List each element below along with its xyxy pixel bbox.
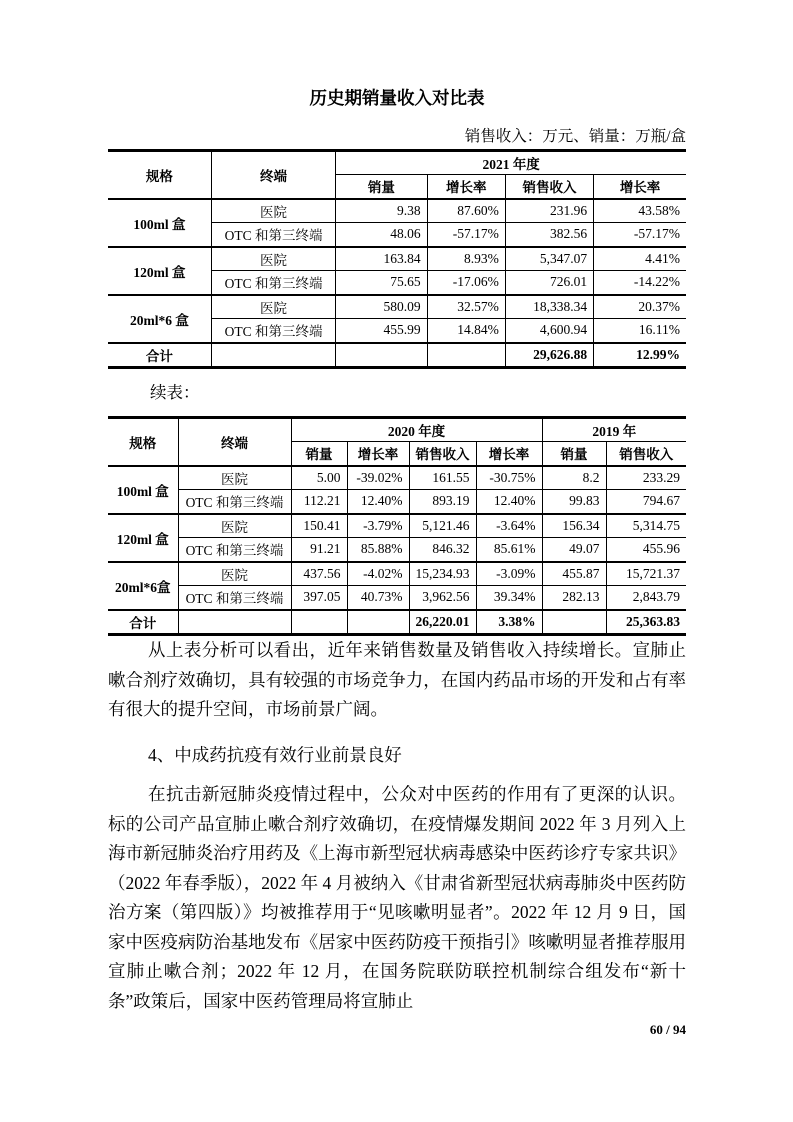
value-cell: 49.07 [542, 538, 606, 562]
table-header-row [108, 151, 686, 175]
value-cell: 87.60% [427, 199, 505, 223]
value-cell: 2,843.79 [606, 586, 686, 610]
header-cell-year-2020: 2020 年度 [291, 418, 542, 442]
table-row [108, 295, 686, 319]
page-title: 历史期销量收入对比表 [309, 88, 485, 108]
value-cell: 48.06 [336, 223, 427, 247]
value-cell: 846.32 [409, 538, 476, 562]
continued-label: 续表： [150, 383, 200, 402]
sales-table-2021 [108, 149, 686, 369]
header-cell-growth: 增长率 [476, 442, 542, 466]
page-number: 60 / 94 [649, 1022, 686, 1037]
value-cell: 455.96 [606, 538, 686, 562]
header-cell-spec: 规格 [108, 418, 178, 466]
table-total-row [108, 610, 686, 635]
terminal-cell: 医院 [211, 199, 335, 223]
paragraph-analysis: 从上表分析可以看出，近年来销售数量及销售收入持续增长。宣肺止嗽合剂疗效确切，具有较强的市场竞争力，在国内药品市场的开发和占有率有很大的提升空间，市场前景广阔。 [108, 640, 686, 719]
value-cell: 15,234.93 [409, 562, 476, 586]
value-cell: 4.41% [594, 247, 686, 271]
value-cell: 14.84% [427, 319, 505, 343]
total-label-cell: 合计 [108, 610, 178, 635]
value-cell: 12.40% [476, 490, 542, 514]
value-cell: 39.34% [476, 586, 542, 610]
value-cell: 16.11% [594, 319, 686, 343]
value-cell: 726.01 [505, 271, 593, 295]
value-cell: 75.65 [336, 271, 427, 295]
value-cell: 18,338.34 [505, 295, 593, 319]
spec-cell: 100ml 盒 [108, 199, 211, 247]
empty-cell [427, 343, 505, 368]
value-cell: 3,962.56 [409, 586, 476, 610]
value-cell: 8.2 [542, 466, 606, 490]
value-cell: 150.41 [291, 514, 347, 538]
value-cell: 20.37% [594, 295, 686, 319]
value-cell: 455.99 [336, 319, 427, 343]
value-cell: -14.22% [594, 271, 686, 295]
terminal-cell: OTC 和第三终端 [178, 586, 291, 610]
value-cell: 5,121.46 [409, 514, 476, 538]
value-cell: 161.55 [409, 466, 476, 490]
value-cell: 397.05 [291, 586, 347, 610]
table-header-row [108, 418, 686, 442]
spec-cell: 120ml 盒 [108, 247, 211, 295]
header-cell-year-2021: 2021 年度 [336, 151, 686, 175]
empty-cell [211, 343, 335, 368]
table-row [108, 490, 686, 514]
empty-cell [542, 610, 606, 635]
value-cell: -17.06% [427, 271, 505, 295]
value-cell: 4,600.94 [505, 319, 593, 343]
sales-table-2020-2019 [108, 416, 686, 636]
table-row [108, 586, 686, 610]
header-cell-revenue: 销售收入 [606, 442, 686, 466]
spec-cell: 20ml*6 盒 [108, 295, 211, 343]
terminal-cell: OTC 和第三终端 [178, 538, 291, 562]
value-cell: 5,347.07 [505, 247, 593, 271]
value-cell: -4.02% [347, 562, 409, 586]
table-row [108, 247, 686, 271]
total-revenue-2019-cell: 25,363.83 [606, 610, 686, 635]
value-cell: 32.57% [427, 295, 505, 319]
terminal-cell: 医院 [211, 295, 335, 319]
table-total-row [108, 343, 686, 368]
header-cell-volume: 销量 [291, 442, 347, 466]
value-cell: 156.34 [542, 514, 606, 538]
header-cell-revenue: 销售收入 [505, 175, 593, 199]
header-cell-growth: 增长率 [347, 442, 409, 466]
value-cell: -3.09% [476, 562, 542, 586]
terminal-cell: 医院 [178, 514, 291, 538]
value-cell: 85.88% [347, 538, 409, 562]
terminal-cell: OTC 和第三终端 [211, 319, 335, 343]
value-cell: -57.17% [427, 223, 505, 247]
value-cell: -39.02% [347, 466, 409, 490]
terminal-cell: OTC 和第三终端 [178, 490, 291, 514]
header-cell-terminal: 终端 [211, 151, 335, 199]
value-cell: -3.79% [347, 514, 409, 538]
header-cell-revenue: 销售收入 [409, 442, 476, 466]
header-cell-growth: 增长率 [594, 175, 686, 199]
value-cell: 8.93% [427, 247, 505, 271]
value-cell: 99.83 [542, 490, 606, 514]
value-cell: 580.09 [336, 295, 427, 319]
value-cell: 282.13 [542, 586, 606, 610]
value-cell: 12.40% [347, 490, 409, 514]
value-cell: 40.73% [347, 586, 409, 610]
terminal-cell: 医院 [178, 562, 291, 586]
spec-cell: 20ml*6盒 [108, 562, 178, 610]
total-revenue-cell: 29,626.88 [505, 343, 593, 368]
terminal-cell: 医院 [211, 247, 335, 271]
paragraph-covid: 在抗击新冠肺炎疫情过程中，公众对中医药的作用有了更深的认识。标的公司产品宣肺止嗽合剂疗效确切，在疫情爆发期间 2022 年 3 月列入上海市新冠肺炎治疗用药及《上海市新型冠状病毒感染中医药诊疗专家共识》（2022 年春季版），2022 年 4 月被纳入《甘肃省新型冠状病毒肺炎中医药防治方案（第四版）》均被推荐用于“见咳嗽明显者”。2022 年 12 月 9 日，国家中医疫病防治基地发布《居家中医药防疫干预指引》咳嗽明显者推荐服用宣肺止嗽合剂；2022 年 12 月，在国务院联防联控机制综合组发布“新十条”政策后，国家中医药管理局将宣肺止 [108, 784, 686, 1011]
value-cell: 455.87 [542, 562, 606, 586]
value-cell: 5.00 [291, 466, 347, 490]
terminal-cell: OTC 和第三终端 [211, 223, 335, 247]
header-cell-terminal: 终端 [178, 418, 291, 466]
total-label-cell: 合计 [108, 343, 211, 368]
table-row [108, 514, 686, 538]
value-cell: 9.38 [336, 199, 427, 223]
value-cell: 43.58% [594, 199, 686, 223]
table-row [108, 199, 686, 223]
value-cell: 85.61% [476, 538, 542, 562]
value-cell: 15,721.37 [606, 562, 686, 586]
terminal-cell: 医院 [178, 466, 291, 490]
value-cell: 231.96 [505, 199, 593, 223]
value-cell: 893.19 [409, 490, 476, 514]
empty-cell [178, 610, 291, 635]
total-growth-2020-cell: 3.38% [476, 610, 542, 635]
value-cell: -30.75% [476, 466, 542, 490]
value-cell: -3.64% [476, 514, 542, 538]
total-revenue-2020-cell: 26,220.01 [409, 610, 476, 635]
terminal-cell: OTC 和第三终端 [211, 271, 335, 295]
value-cell: 91.21 [291, 538, 347, 562]
header-cell-volume: 销量 [542, 442, 606, 466]
table-row [108, 466, 686, 490]
header-cell-growth: 增长率 [427, 175, 505, 199]
value-cell: 233.29 [606, 466, 686, 490]
empty-cell [347, 610, 409, 635]
spec-cell: 100ml 盒 [108, 466, 178, 514]
empty-cell [291, 610, 347, 635]
table-row [108, 538, 686, 562]
empty-cell [336, 343, 427, 368]
value-cell: 382.56 [505, 223, 593, 247]
header-cell-spec: 规格 [108, 151, 211, 199]
header-cell-volume: 销量 [336, 175, 427, 199]
value-cell: -57.17% [594, 223, 686, 247]
value-cell: 112.21 [291, 490, 347, 514]
section-heading: 4、中成药抗疫有效行业前景良好 [148, 744, 402, 765]
value-cell: 437.56 [291, 562, 347, 586]
unit-note: 销售收入：万元、销量：万瓶/盒 [464, 128, 686, 145]
value-cell: 794.67 [606, 490, 686, 514]
table-row [108, 562, 686, 586]
value-cell: 163.84 [336, 247, 427, 271]
spec-cell: 120ml 盒 [108, 514, 178, 562]
total-growth-cell: 12.99% [594, 343, 686, 368]
header-cell-year-2019: 2019 年 [542, 418, 686, 442]
value-cell: 5,314.75 [606, 514, 686, 538]
